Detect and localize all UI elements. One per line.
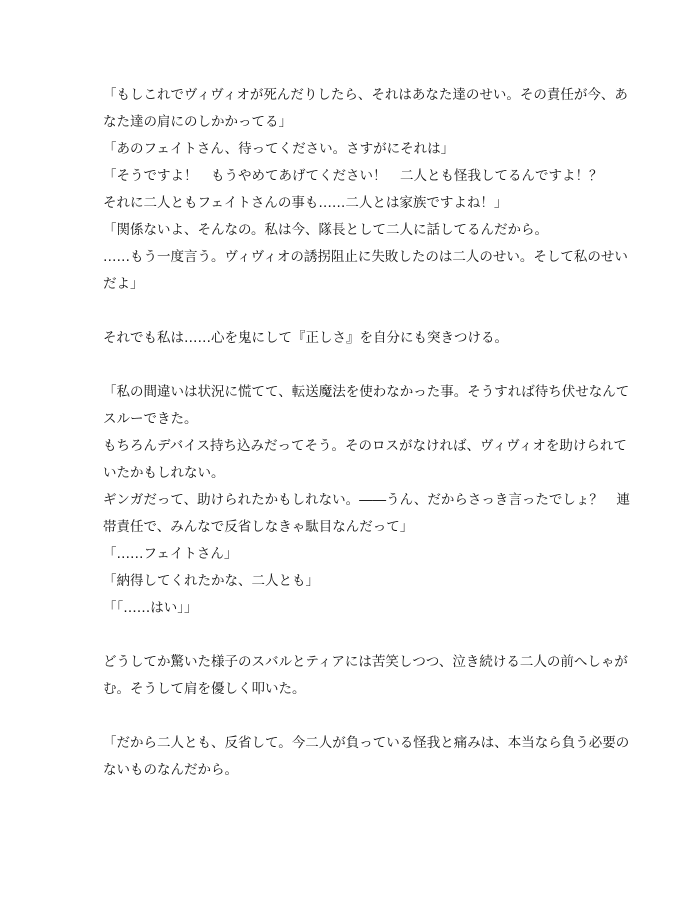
text-line: 「納得してくれたかな、二人とも」 [103, 573, 319, 589]
document-body [103, 82, 630, 784]
text-line: 帯責任で、みんなで反省しなきゃ駄目なんだって」 [103, 519, 414, 535]
text-line: 「そうですよ！ もうやめてあげてください！ 二人とも怪我してるんですよ！？ [103, 168, 603, 184]
text-line: 「……フェイトさん」 [103, 546, 238, 562]
text-line: ギンガだって、助けられたかもしれない。――うん、だからさっき言ったでしょ？ 連 [103, 492, 630, 508]
text-line: む。そうして肩を優しく叩いた。 [103, 681, 306, 697]
text-line: 「私の間違いは状況に慌てて、転送魔法を使わなかった事。そうすれば待ち伏せなんて [103, 384, 630, 400]
blank-line [103, 298, 593, 325]
text-line: 「関係ないよ、そんなの。私は今、隊長として二人に話してるんだから。 [103, 222, 548, 238]
text-line: だよ」 [103, 276, 144, 292]
text-line: 「「……はい」」 [103, 600, 198, 616]
blank-line [103, 622, 593, 649]
text-line: なた達の肩にのしかかってる」 [103, 114, 292, 130]
text-line: いたかもしれない。 [103, 465, 225, 481]
text-line: どうしてか驚いた様子のスバルとティアには苦笑しつつ、泣き続ける二人の前へしゃが [103, 654, 628, 670]
text-line: ないものなんだから。 [103, 762, 238, 778]
text-line: 「だから二人とも、反省して。今二人が負っている怪我と痛みは、本当なら負う必要の [103, 735, 630, 751]
text-line: それでも私は……心を鬼にして『正しさ』を自分にも突きつける。 [103, 330, 508, 346]
blank-line [103, 352, 593, 379]
text-line: スルーできた。 [103, 411, 198, 427]
text-line: ……もう一度言う。ヴィヴィオの誘拐阻止に失敗したのは二人のせい。そして私のせい [103, 249, 628, 265]
text-line: それに二人ともフェイトさんの事も……二人とは家族ですよね！」 [103, 195, 508, 211]
text-line: 「もしこれでヴィヴィオが死んだりしたら、それはあなた達のせい。その責任が今、あ [103, 87, 628, 103]
blank-line [103, 703, 593, 730]
text-line: もちろんデバイス持ち込みだってそう。そのロスがなければ、ヴィヴィオを助けられて [103, 438, 627, 454]
text-line: 「あのフェイトさん、待ってください。さすがにそれは」 [103, 141, 455, 157]
